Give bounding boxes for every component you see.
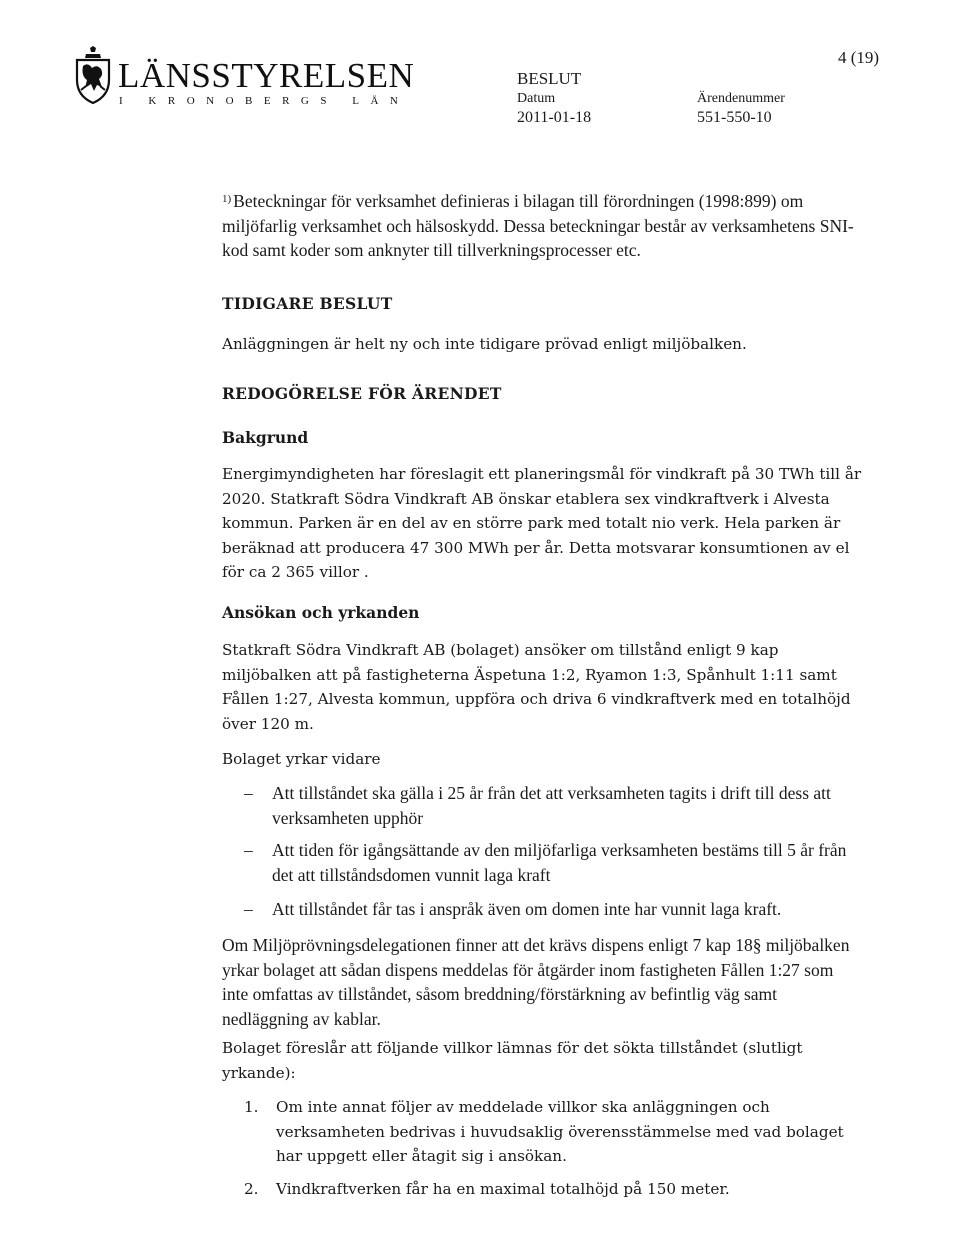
claim-text: Att tiden för igångsättande av den miljöfarliga verksamheten bestäms till 5 år från det att tillståndsdomen vunnit laga kraft bbox=[272, 840, 847, 885]
page-number: 4 (19) bbox=[838, 48, 880, 67]
document-type: BESLUT bbox=[517, 69, 582, 88]
condition-item bbox=[244, 1095, 864, 1169]
background-text: Energimyndigheten har föreslagit ett planeringsmål för vindkraft på 30 TWh till år 2020. Statkraft Södra Vindkraft AB önskar etablera sex vindkraftverk i Alvesta kommun. Parken är en del av en större park med totalt nio verk. Hela parken är beräknad att producera 47 300 MWh per år. Detta motsvarar konsumtionen av el för ca 2 365 villor . bbox=[222, 465, 862, 581]
background-heading: Bakgrund bbox=[222, 428, 309, 447]
agency-subtitle: I KRONOBERGS LÄN bbox=[119, 95, 410, 107]
case-number-value: 551-550-10 bbox=[697, 109, 772, 126]
application-text: Statkraft Södra Vindkraft AB (bolaget) ansöker om tillstånd enligt 9 kap miljöbalken att på fastigheterna Äspetuna 1:2, Ryamon 1:3, Spånhult 1:11 samt Fållen 1:27, Alvesta kommun, uppföra och driva 6 vindkraftverk med en totalhöjd över 120 m. bbox=[222, 641, 851, 733]
claim-item bbox=[244, 897, 864, 922]
dash-marker: – bbox=[244, 899, 253, 919]
footnote-text: Beteckningar för verksamhet definieras i bilagan till förordningen (1998:899) om miljöfarlig verksamhet och hälsoskydd. Dessa beteckningar består av verksamhetens SNI-kod samt koder som anknyter till tillverkningsprocesser etc. bbox=[222, 191, 854, 260]
footnote-marker: 1) bbox=[222, 193, 232, 205]
conditions-intro: Bolaget föreslår att följande villkor lämnas för det sökta tillståndet (slutligt yrkande): bbox=[222, 1039, 803, 1082]
dash-marker: – bbox=[244, 840, 253, 860]
condition-item bbox=[244, 1177, 864, 1202]
claim-text: Att tillståndet ska gälla i 25 år från det att verksamheten tagits i drift till dess att verksamheten upphör bbox=[272, 783, 831, 828]
prior-decision-text: Anläggningen är helt ny och inte tidigare prövad enligt miljöbalken. bbox=[222, 335, 747, 353]
claim-item bbox=[244, 838, 864, 887]
condition-number: 2. bbox=[244, 1180, 259, 1198]
dash-marker: – bbox=[244, 783, 253, 803]
case-number-label: Ärendenummer bbox=[697, 91, 785, 106]
claim-text: Att tillståndet får tas i anspråk även om domen inte har vunnit laga kraft. bbox=[272, 899, 782, 919]
lion-shield-icon bbox=[74, 46, 112, 104]
application-heading: Ansökan och yrkanden bbox=[222, 603, 420, 622]
condition-text: Om inte annat följer av meddelade villkor ska anläggningen och verksamheten bedrivas i huvudsaklig överensstämmelse med vad bolaget har uppgett eller åtagit sig i ansökan. bbox=[276, 1098, 844, 1165]
dispensation-paragraph: Om Miljöprövningsdelegationen finner att det krävs dispens enligt 7 kap 18§ miljöbalken yrkar bolaget att sådan dispens meddelas för åtgärder inom fastigheten Fållen 1:27 som inte omfattas av tillståndet, såsom breddning/förstärkning av befintlig väg samt nedläggning av kablar. bbox=[222, 935, 850, 1029]
agency-name: LÄNSSTYRELSEN bbox=[118, 56, 415, 95]
date-label: Datum bbox=[517, 91, 556, 106]
county-crest-logo bbox=[74, 46, 112, 104]
date-value: 2011-01-18 bbox=[517, 109, 592, 126]
condition-text: Vindkraftverken får ha en maximal totalhöjd på 150 meter. bbox=[276, 1180, 730, 1198]
claims-intro: Bolaget yrkar vidare bbox=[222, 750, 381, 768]
prior-decision-heading: TIDIGARE BESLUT bbox=[222, 294, 393, 313]
claim-item bbox=[244, 781, 864, 830]
footnote bbox=[222, 187, 862, 263]
condition-number: 1. bbox=[244, 1098, 259, 1116]
report-heading: REDOGÖRELSE FÖR ÄRENDET bbox=[222, 384, 502, 403]
